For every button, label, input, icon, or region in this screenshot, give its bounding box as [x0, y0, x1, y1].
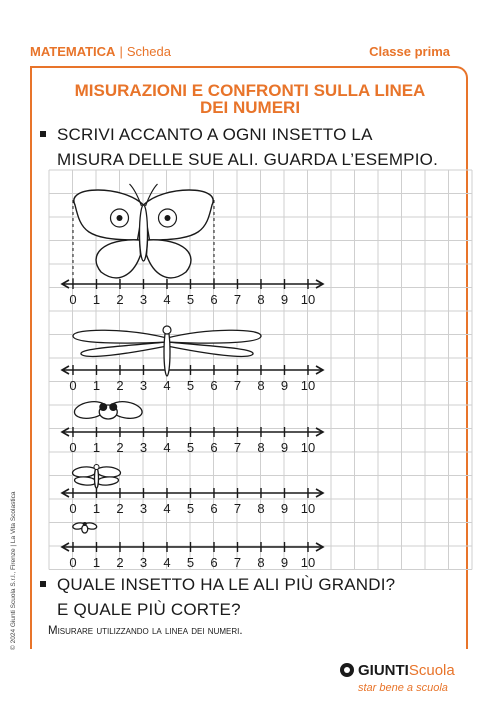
number-line — [62, 279, 323, 307]
tick-label: 0 — [69, 501, 77, 516]
class-label: Classe prima — [369, 44, 450, 59]
tick-label: 6 — [210, 378, 218, 393]
tick-label: 1 — [92, 440, 101, 455]
body — [95, 468, 99, 488]
instruction-2-line-2: E QUALE PIÙ CORTE? — [57, 600, 241, 619]
tick-label: 4 — [163, 440, 171, 455]
wing-lower-left — [96, 240, 140, 278]
tick-label: 7 — [233, 501, 242, 516]
tick-label: 4 — [163, 378, 171, 393]
number-line — [62, 488, 323, 516]
publisher-logo — [340, 660, 460, 700]
title-line-2: DEI NUMERI — [199, 98, 301, 117]
tick-label: 6 — [210, 440, 218, 455]
tick-label: 8 — [257, 501, 265, 516]
instruction-2-line-1: QUALE INSETTO HA LE ALI PIÙ GRANDI? — [57, 575, 396, 594]
tick-label: 3 — [139, 555, 148, 570]
tick-label: 8 — [257, 292, 265, 307]
tick-label: 1 — [92, 501, 101, 516]
type-label: Scheda — [126, 44, 171, 59]
tick-label: 8 — [257, 555, 265, 570]
fly-eye — [109, 403, 117, 411]
tick-label: 8 — [257, 378, 265, 393]
tick-label: 4 — [163, 501, 171, 516]
tick-label: 2 — [116, 555, 124, 570]
dragonfly-body — [164, 328, 170, 376]
logo-brand-1: GIUNTI — [358, 662, 409, 679]
wing-upper-left — [74, 190, 144, 240]
tick-label: 2 — [116, 440, 124, 455]
tick-label: 1 — [92, 555, 101, 570]
tick-label: 5 — [186, 292, 195, 307]
logo-brand-2: Scuola — [408, 662, 455, 679]
tick-label: 9 — [280, 501, 289, 516]
head — [83, 522, 87, 526]
tick-label: 0 — [69, 440, 77, 455]
tick-label: 6 — [210, 555, 218, 570]
instruction-2 — [40, 572, 460, 622]
teacher-note: Misurare utilizzando la linea dei numeri. — [48, 625, 243, 637]
tick-label: 3 — [139, 501, 148, 516]
instruction-1-line-1: SCRIVI ACCANTO A OGNI INSETTO LA — [57, 125, 373, 144]
tick-label: 7 — [233, 555, 242, 570]
wing — [96, 476, 119, 486]
tick-label: 1 — [92, 378, 101, 393]
tick-label: 9 — [280, 440, 289, 455]
tick-label: 2 — [116, 378, 124, 393]
wing-spot-dot — [165, 215, 171, 221]
tick-label: 10 — [300, 555, 316, 570]
tick-label: 1 — [92, 292, 101, 307]
head — [94, 465, 99, 470]
logo-tagline: star bene a scuola — [358, 682, 448, 694]
tick-label: 0 — [69, 555, 77, 570]
header-separator: | — [119, 44, 123, 59]
tick-label: 5 — [186, 501, 195, 516]
logo-brand — [358, 662, 455, 679]
wing — [96, 466, 121, 478]
tick-label: 5 — [186, 555, 195, 570]
number-line — [62, 542, 323, 570]
wing-right-upper — [167, 330, 261, 343]
tick-label: 4 — [163, 555, 171, 570]
tick-label: 8 — [257, 440, 265, 455]
bullet-icon — [40, 581, 46, 587]
tick-label: 10 — [300, 378, 316, 393]
tick-label: 10 — [300, 292, 316, 307]
tick-label: 9 — [280, 292, 289, 307]
tick-label: 9 — [280, 378, 289, 393]
subject-label: MATEMATICA — [30, 44, 116, 59]
tick-label: 7 — [233, 440, 242, 455]
tick-label: 2 — [116, 292, 124, 307]
tick-label: 4 — [163, 292, 171, 307]
number-line — [62, 365, 323, 393]
tick-label: 3 — [139, 440, 148, 455]
tiny-insect-drawing — [72, 522, 97, 533]
tick-label: 10 — [300, 501, 316, 516]
tick-label: 5 — [186, 440, 195, 455]
tick-label: 0 — [69, 292, 77, 307]
fly-drawing — [73, 399, 143, 420]
wing-right-lower — [167, 342, 253, 356]
small-dragonfly-drawing — [72, 465, 121, 489]
dragonfly-drawing — [73, 326, 261, 376]
fly-eye — [99, 403, 107, 411]
tick-label: 0 — [69, 378, 77, 393]
wing — [72, 466, 97, 478]
tick-label: 6 — [210, 292, 218, 307]
tick-label: 2 — [116, 501, 124, 516]
copyright-text: © 2024 Giunti Scuola S.r.l., Firenze | La Vita Scolastica — [10, 491, 17, 650]
wing — [74, 476, 97, 486]
wing-left-upper — [73, 330, 167, 343]
tick-label: 3 — [139, 378, 148, 393]
butterfly-body — [140, 205, 148, 261]
title-line-1: MISURAZIONI E CONFRONTI SULLA LINEA — [74, 81, 426, 100]
tick-label: 9 — [280, 555, 289, 570]
tick-label: 7 — [233, 292, 242, 307]
wing-upper-right — [144, 190, 214, 240]
wing-spot-dot — [117, 215, 123, 221]
dragonfly-head — [163, 326, 171, 334]
tick-label: 6 — [210, 501, 218, 516]
tick-label: 10 — [300, 440, 316, 455]
tick-label: 3 — [139, 292, 148, 307]
tick-label: 7 — [233, 378, 242, 393]
logo-mark-icon — [340, 663, 354, 677]
instruction-1-line-2: MISURA DELLE SUE ALI. GUARDA L’ESEMPIO. — [57, 150, 438, 169]
tick-label: 5 — [186, 378, 195, 393]
wing-lower-right — [147, 240, 191, 278]
wing-left-lower — [81, 342, 167, 356]
body — [82, 525, 88, 533]
number-line — [62, 427, 323, 455]
